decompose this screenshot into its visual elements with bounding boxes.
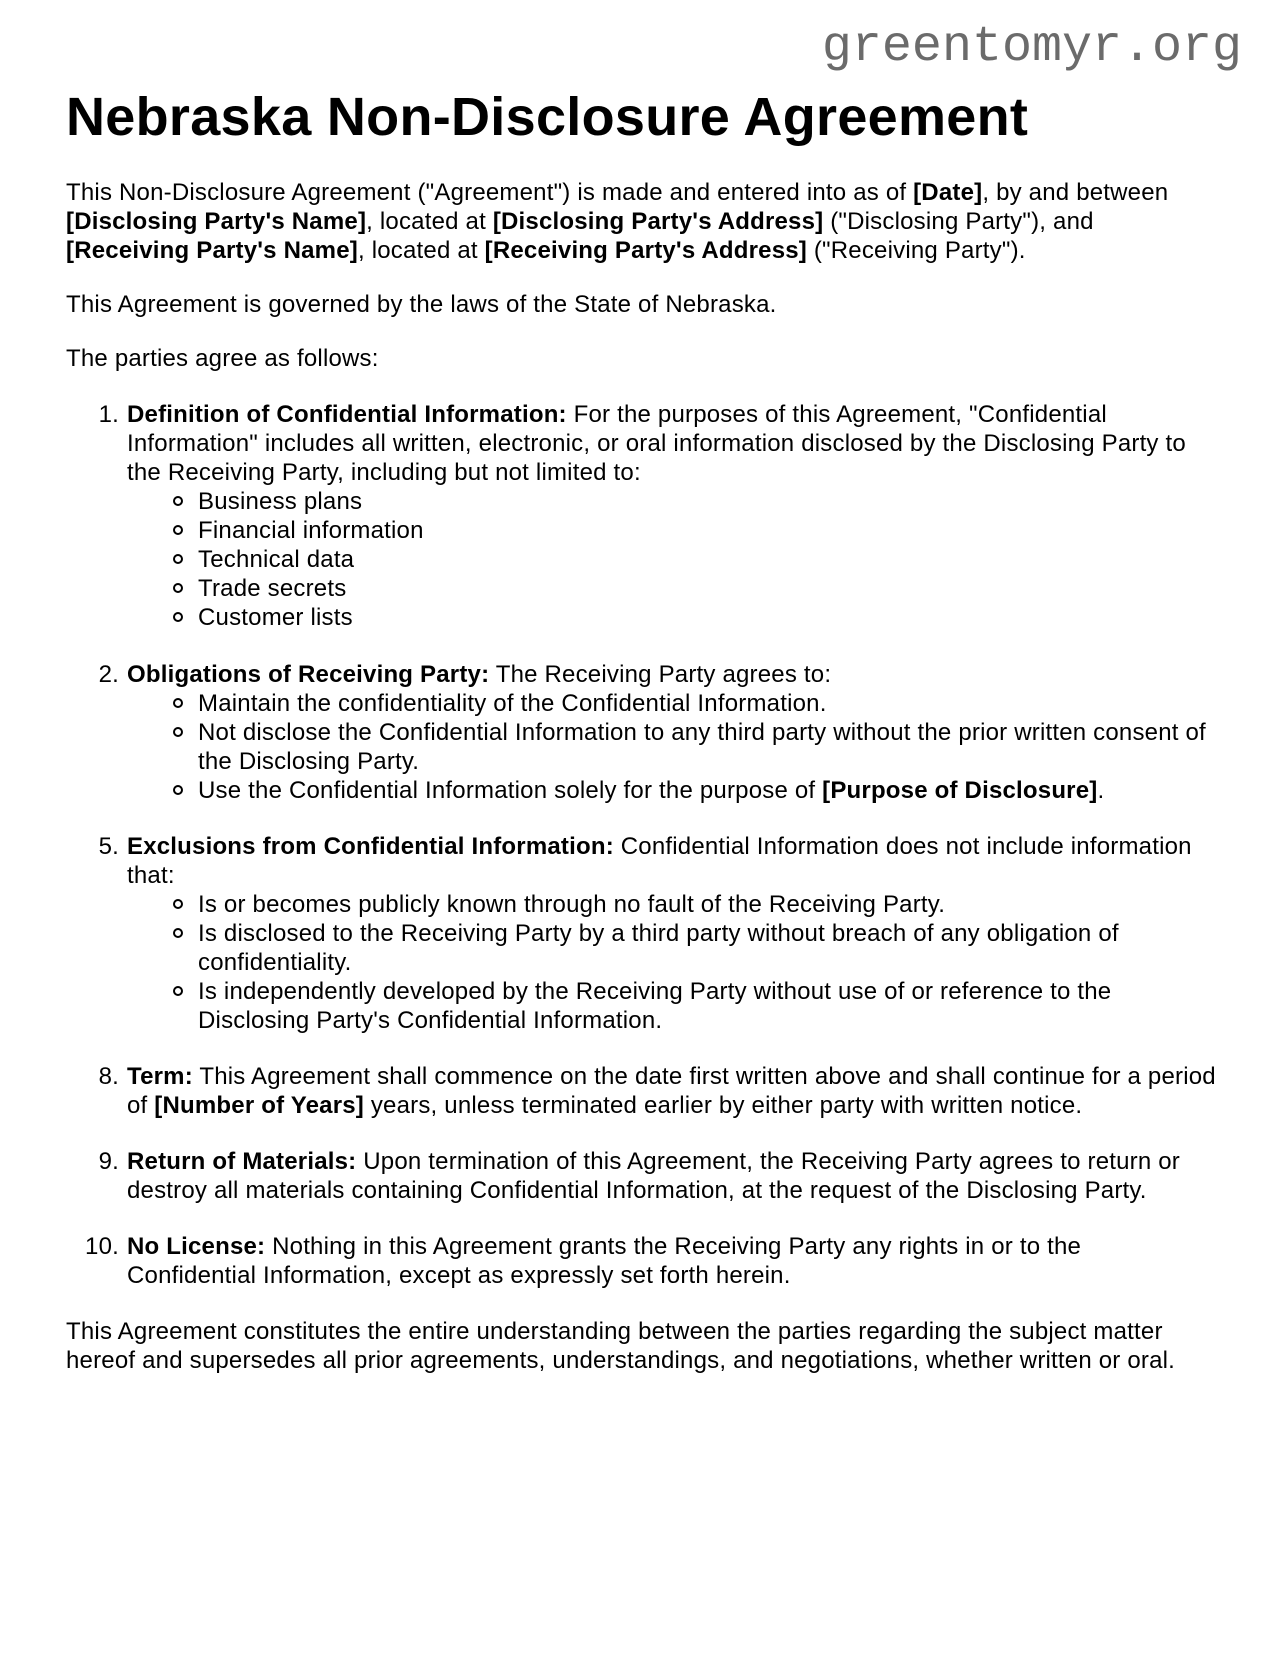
site-watermark: greentomyr.org bbox=[821, 19, 1242, 76]
clause-label: Exclusions from Confidential Information: bbox=[127, 832, 614, 860]
bullet-item bbox=[198, 603, 1216, 632]
bullet-item bbox=[198, 487, 1216, 516]
circle-bullet-icon bbox=[173, 986, 183, 996]
clause-number: 8. bbox=[98, 1062, 119, 1090]
governing-law-paragraph: This Agreement is governed by the laws of the State of Nebraska. bbox=[66, 291, 777, 319]
clause-body: This Agreement shall commence on the date first written above and shall continue for a period of bbox=[127, 1062, 1216, 1119]
clause-label: Obligations of Receiving Party: bbox=[127, 660, 490, 688]
clause-number: 1. bbox=[98, 401, 119, 429]
clause-label: Term: bbox=[127, 1062, 193, 1090]
circle-bullet-icon bbox=[173, 554, 183, 564]
bullet-item bbox=[198, 689, 1216, 718]
clause-obligations bbox=[98, 660, 1216, 805]
bullet-text: Financial information bbox=[198, 517, 424, 545]
bullet-item bbox=[198, 545, 1216, 574]
clause-body: The Receiving Party agrees to: bbox=[495, 660, 832, 688]
bullet-text: Maintain the confidentiality of the Confidential Information. bbox=[198, 689, 827, 717]
bullet-text: Not disclose the Confidential Information to any third party without the prior written consent of the Disclosing Party. bbox=[198, 718, 1206, 775]
clause-number: 2. bbox=[98, 660, 119, 688]
agree-intro-paragraph: The parties agree as follows: bbox=[66, 345, 379, 373]
clause-label: Definition of Confidential Information: bbox=[127, 401, 567, 429]
bullet-item bbox=[198, 776, 1216, 805]
intro-text: , by and between bbox=[982, 179, 1169, 207]
placeholder-receiving-address: [Receiving Party's Address] bbox=[484, 237, 807, 265]
clause-body: Confidential Information does not include information that: bbox=[127, 832, 1192, 889]
intro-text: ("Receiving Party"). bbox=[807, 237, 1026, 265]
circle-bullet-icon bbox=[173, 612, 183, 622]
circle-bullet-icon bbox=[173, 698, 183, 708]
clause-no-license bbox=[85, 1232, 1216, 1290]
clause-exclusions bbox=[98, 832, 1216, 1035]
clause-definition bbox=[98, 400, 1216, 632]
clause-body: For the purposes of this Agreement, "Confidential Information" includes all written, electronic, or oral information disclosed by the Disclosing Party to the Receiving Party, including but not limited to: bbox=[127, 401, 1186, 487]
circle-bullet-icon bbox=[173, 899, 183, 909]
clause-body: years, unless terminated earlier by either party with written notice. bbox=[363, 1091, 1083, 1119]
clause-body: Nothing in this Agreement grants the Receiving Party any rights in or to the Confidential Information, except as expressly set forth herein. bbox=[127, 1233, 1082, 1290]
placeholder-receiving-name: [Receiving Party's Name] bbox=[66, 237, 358, 265]
circle-bullet-icon bbox=[173, 525, 183, 535]
bullet-item bbox=[198, 919, 1216, 977]
page-title: Nebraska Non-Disclosure Agreement bbox=[66, 87, 1029, 147]
bullet-text: Business plans bbox=[198, 488, 363, 516]
bullet-text: Is or becomes publicly known through no fault of the Receiving Party. bbox=[198, 890, 946, 918]
bullet-item bbox=[198, 574, 1216, 603]
clause-body: Upon termination of this Agreement, the Receiving Party agrees to return or destroy all materials containing Confidential Information, at the request of the Disclosing Party. bbox=[127, 1147, 1180, 1204]
placeholder-purpose: [Purpose of Disclosure] bbox=[822, 776, 1098, 804]
closing-paragraph: This Agreement constitutes the entire understanding between the parties regarding the subject matter hereof and supersedes all prior agreements, understandings, and negotiations, whether written or oral. bbox=[66, 1318, 1176, 1375]
circle-bullet-icon bbox=[173, 583, 183, 593]
circle-bullet-icon bbox=[173, 496, 183, 506]
intro-text: ("Disclosing Party"), and bbox=[823, 208, 1094, 236]
bullet-item bbox=[198, 516, 1216, 545]
circle-bullet-icon bbox=[173, 928, 183, 938]
bullet-text: Is disclosed to the Receiving Party by a third party without breach of any obligation of confidentiality. bbox=[198, 919, 1119, 976]
definition-bullet-list bbox=[127, 487, 1216, 632]
clause-number: 10. bbox=[85, 1233, 119, 1260]
exclusions-bullet-list bbox=[127, 890, 1216, 1035]
bullet-text: Use the Confidential Information solely for the purpose of bbox=[198, 776, 823, 804]
circle-bullet-icon bbox=[173, 785, 183, 795]
bullet-text: Is independently developed by the Receiving Party without use of or reference to the Disclosing Party's Confidential Information. bbox=[198, 977, 1112, 1034]
intro-paragraph bbox=[66, 178, 1216, 265]
bullet-text: . bbox=[1097, 776, 1105, 804]
intro-text: , located at bbox=[366, 208, 493, 236]
clause-label: No License: bbox=[127, 1233, 266, 1260]
bullet-text: Customer lists bbox=[198, 604, 353, 632]
intro-text: This Non-Disclosure Agreement ("Agreement") is made and entered into as of bbox=[66, 179, 914, 207]
clause-term bbox=[98, 1062, 1216, 1120]
clause-number: 9. bbox=[98, 1147, 119, 1175]
placeholder-date: [Date] bbox=[913, 179, 983, 207]
intro-text: , located at bbox=[357, 237, 485, 265]
placeholder-disclosing-address: [Disclosing Party's Address] bbox=[492, 208, 824, 236]
clause-number: 5. bbox=[98, 832, 119, 860]
clause-label: Return of Materials: bbox=[127, 1147, 357, 1175]
clause-return-of-materials bbox=[98, 1147, 1216, 1205]
bullet-text: Technical data bbox=[198, 546, 355, 574]
bullet-item bbox=[198, 718, 1216, 776]
bullet-text: Trade secrets bbox=[198, 575, 347, 603]
placeholder-number-of-years: [Number of Years] bbox=[154, 1091, 364, 1119]
placeholder-disclosing-name: [Disclosing Party's Name] bbox=[66, 208, 367, 236]
bullet-item bbox=[198, 977, 1216, 1035]
circle-bullet-icon bbox=[173, 727, 183, 737]
bullet-item bbox=[198, 890, 1216, 919]
clauses-list bbox=[66, 400, 1216, 1290]
obligations-bullet-list bbox=[127, 689, 1216, 805]
